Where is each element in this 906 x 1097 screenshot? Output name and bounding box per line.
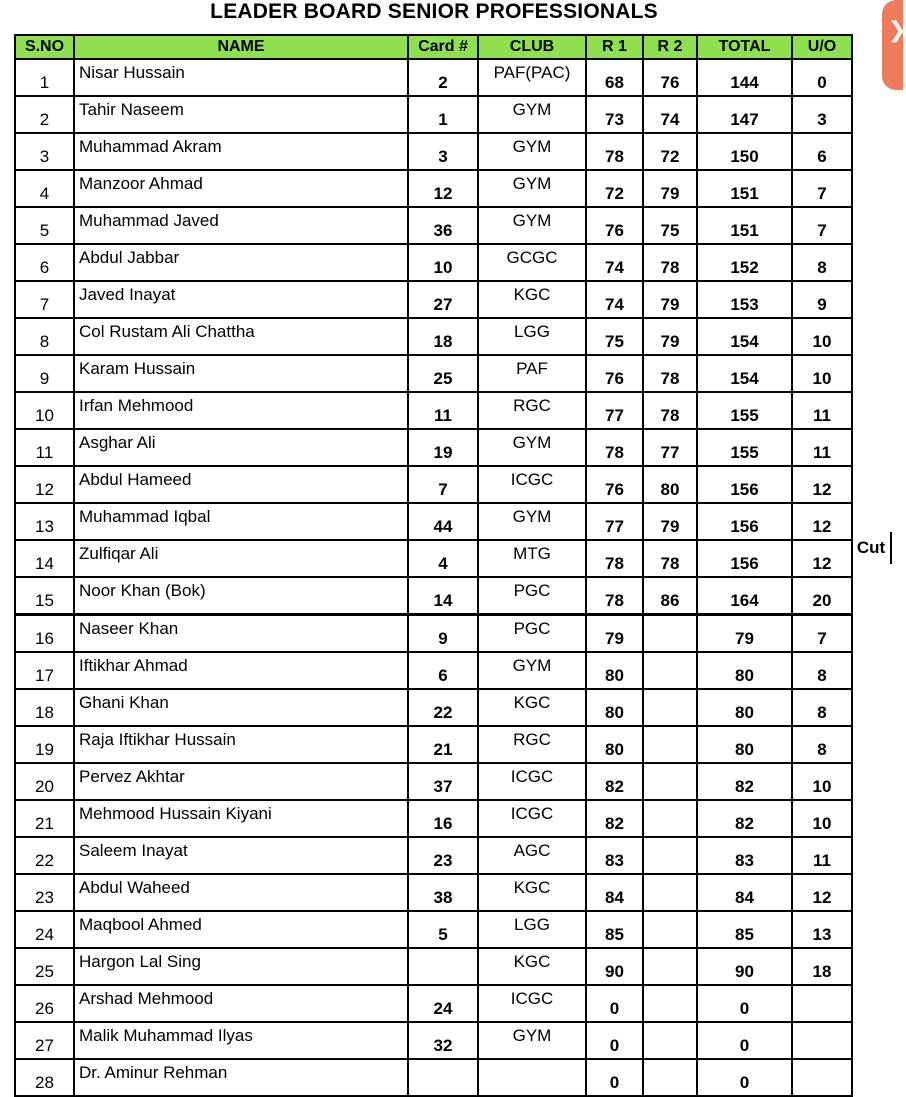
cell-name: Raja Iftikhar Hussain (74, 726, 408, 763)
table-row (15, 466, 852, 503)
table-row (15, 59, 852, 96)
cell-r1: 80 (586, 689, 643, 726)
cell-r2: 75 (643, 207, 697, 244)
table-row (15, 96, 852, 133)
cell-total: 82 (697, 800, 792, 837)
cell-sno: 4 (15, 170, 74, 207)
cell-r2 (643, 615, 697, 653)
header-uo: U/O (792, 35, 852, 59)
table-row (15, 170, 852, 207)
cell-uo: 20 (792, 577, 852, 615)
cell-uo: 8 (792, 689, 852, 726)
cell-r1: 80 (586, 652, 643, 689)
cell-total: 153 (697, 281, 792, 318)
cell-r2 (643, 689, 697, 726)
header-row (15, 35, 852, 59)
cell-card: 5 (408, 911, 478, 948)
cell-name: Tahir Naseem (74, 96, 408, 133)
cell-r2 (643, 1059, 697, 1096)
table-row (15, 726, 852, 763)
cell-uo: 8 (792, 726, 852, 763)
cell-sno: 11 (15, 429, 74, 466)
cell-r2 (643, 726, 697, 763)
cell-card: 7 (408, 466, 478, 503)
cell-r1: 82 (586, 800, 643, 837)
table-row (15, 429, 852, 466)
cell-r1: 83 (586, 837, 643, 874)
header-sno: S.NO (15, 35, 74, 59)
cell-sno: 13 (15, 503, 74, 540)
cell-total: 151 (697, 207, 792, 244)
cell-uo: 12 (792, 503, 852, 540)
header-card: Card # (408, 35, 478, 59)
cell-name: Abdul Jabbar (74, 244, 408, 281)
table-row (15, 355, 852, 392)
cell-total: 156 (697, 540, 792, 577)
cell-club: GYM (478, 96, 586, 133)
cell-total: 0 (697, 985, 792, 1022)
table-row (15, 577, 852, 615)
cell-card: 19 (408, 429, 478, 466)
cell-r1: 0 (586, 1059, 643, 1096)
cell-name: Arshad Mehmood (74, 985, 408, 1022)
cell-club: GYM (478, 207, 586, 244)
cell-name: Javed Inayat (74, 281, 408, 318)
cell-uo: 12 (792, 466, 852, 503)
cell-card: 11 (408, 392, 478, 429)
table-row (15, 207, 852, 244)
cell-club: GYM (478, 133, 586, 170)
cell-club: PAF(PAC) (478, 59, 586, 96)
cell-r2: 79 (643, 503, 697, 540)
cell-total: 154 (697, 318, 792, 355)
cell-sno: 18 (15, 689, 74, 726)
cell-name: Col Rustam Ali Chattha (74, 318, 408, 355)
cell-sno: 21 (15, 800, 74, 837)
cell-total: 82 (697, 763, 792, 800)
table-row (15, 985, 852, 1022)
cell-card: 3 (408, 133, 478, 170)
cell-name: Pervez Akhtar (74, 763, 408, 800)
cell-r2: 78 (643, 392, 697, 429)
cut-label: Cut (852, 532, 892, 564)
table-row (15, 133, 852, 170)
cell-uo (792, 985, 852, 1022)
table-row (15, 763, 852, 800)
cell-r2: 78 (643, 540, 697, 577)
table-row (15, 874, 852, 911)
cell-uo (792, 1022, 852, 1059)
cell-uo: 11 (792, 392, 852, 429)
cell-club: MTG (478, 540, 586, 577)
header-name: NAME (74, 35, 408, 59)
cell-club: PGC (478, 577, 586, 615)
cell-r1: 78 (586, 429, 643, 466)
cell-club: PAF (478, 355, 586, 392)
cell-sno: 25 (15, 948, 74, 985)
cell-total: 144 (697, 59, 792, 96)
cell-name: Maqbool Ahmed (74, 911, 408, 948)
header-club: CLUB (478, 35, 586, 59)
cell-r2: 78 (643, 244, 697, 281)
header-r1: R 1 (586, 35, 643, 59)
cell-club: PGC (478, 615, 586, 653)
table-row (15, 392, 852, 429)
cell-name: Malik Muhammad Ilyas (74, 1022, 408, 1059)
cell-club: LGG (478, 318, 586, 355)
cell-name: Irfan Mehmood (74, 392, 408, 429)
cell-uo: 8 (792, 244, 852, 281)
table-row (15, 540, 852, 577)
cell-r2: 79 (643, 170, 697, 207)
cell-sno: 19 (15, 726, 74, 763)
cell-r1: 0 (586, 985, 643, 1022)
cell-r2 (643, 874, 697, 911)
cell-total: 79 (697, 615, 792, 653)
cell-sno: 8 (15, 318, 74, 355)
cell-total: 85 (697, 911, 792, 948)
cell-card: 12 (408, 170, 478, 207)
cell-total: 156 (697, 466, 792, 503)
cell-r2: 78 (643, 355, 697, 392)
cell-r2 (643, 1022, 697, 1059)
cell-r1: 73 (586, 96, 643, 133)
cell-sno: 28 (15, 1059, 74, 1096)
cell-name: Ghani Khan (74, 689, 408, 726)
cell-club: ICGC (478, 800, 586, 837)
cell-card: 23 (408, 837, 478, 874)
cell-sno: 6 (15, 244, 74, 281)
cell-card: 1 (408, 96, 478, 133)
cell-name: Noor Khan (Bok) (74, 577, 408, 615)
cell-total: 83 (697, 837, 792, 874)
table-row (15, 689, 852, 726)
cell-total: 80 (697, 689, 792, 726)
table-row (15, 1022, 852, 1059)
cell-r1: 68 (586, 59, 643, 96)
cell-uo: 18 (792, 948, 852, 985)
cell-total: 155 (697, 429, 792, 466)
cell-card: 14 (408, 577, 478, 615)
cell-name: Zulfiqar Ali (74, 540, 408, 577)
cell-r1: 85 (586, 911, 643, 948)
cell-sno: 1 (15, 59, 74, 96)
cell-r1: 74 (586, 281, 643, 318)
cell-uo: 10 (792, 763, 852, 800)
cell-uo: 10 (792, 318, 852, 355)
cell-name: Dr. Aminur Rehman (74, 1059, 408, 1096)
table-row (15, 503, 852, 540)
cell-name: Mehmood Hussain Kiyani (74, 800, 408, 837)
cell-r2: 76 (643, 59, 697, 96)
cell-card: 6 (408, 652, 478, 689)
cell-club: KGC (478, 689, 586, 726)
cell-r2: 86 (643, 577, 697, 615)
cell-card: 44 (408, 503, 478, 540)
chevron-icon: ❯ (888, 18, 906, 43)
cell-name: Manzoor Ahmad (74, 170, 408, 207)
cell-uo: 0 (792, 59, 852, 96)
cell-r1: 76 (586, 466, 643, 503)
cell-r1: 82 (586, 763, 643, 800)
cell-sno: 2 (15, 96, 74, 133)
cell-total: 156 (697, 503, 792, 540)
cell-club: GYM (478, 652, 586, 689)
cell-r1: 74 (586, 244, 643, 281)
cell-sno: 23 (15, 874, 74, 911)
cell-total: 0 (697, 1059, 792, 1096)
page-title: LEADER BOARD SENIOR PROFESSIONALS (210, 0, 658, 23)
cell-name: Muhammad Javed (74, 207, 408, 244)
cell-card: 32 (408, 1022, 478, 1059)
table-row (15, 837, 852, 874)
cell-uo: 7 (792, 207, 852, 244)
cell-card: 16 (408, 800, 478, 837)
cell-uo: 10 (792, 355, 852, 392)
cell-sno: 3 (15, 133, 74, 170)
cell-uo: 3 (792, 96, 852, 133)
cell-card: 27 (408, 281, 478, 318)
cell-total: 155 (697, 392, 792, 429)
cell-name: Muhammad Akram (74, 133, 408, 170)
cell-name: Hargon Lal Sing (74, 948, 408, 985)
cell-card: 36 (408, 207, 478, 244)
cell-uo: 10 (792, 800, 852, 837)
cell-club: KGC (478, 874, 586, 911)
table-row (15, 281, 852, 318)
cell-r2 (643, 837, 697, 874)
cell-r1: 80 (586, 726, 643, 763)
cell-total: 152 (697, 244, 792, 281)
cell-r1: 72 (586, 170, 643, 207)
cell-sno: 16 (15, 615, 74, 653)
cell-sno: 24 (15, 911, 74, 948)
cell-r2: 80 (643, 466, 697, 503)
table-row (15, 1059, 852, 1096)
cell-card: 24 (408, 985, 478, 1022)
cell-name: Saleem Inayat (74, 837, 408, 874)
cell-club (478, 1059, 586, 1096)
cell-total: 80 (697, 726, 792, 763)
cell-name: Muhammad Iqbal (74, 503, 408, 540)
cell-total: 147 (697, 96, 792, 133)
cell-uo: 11 (792, 837, 852, 874)
cell-total: 80 (697, 652, 792, 689)
cell-r2: 77 (643, 429, 697, 466)
cell-sno: 9 (15, 355, 74, 392)
table-row (15, 948, 852, 985)
cell-club: GCGC (478, 244, 586, 281)
cell-r2: 72 (643, 133, 697, 170)
cell-card: 18 (408, 318, 478, 355)
cell-total: 154 (697, 355, 792, 392)
cell-r2: 79 (643, 281, 697, 318)
cell-club: RGC (478, 726, 586, 763)
cell-club: GYM (478, 503, 586, 540)
cell-club: ICGC (478, 985, 586, 1022)
header-total: TOTAL (697, 35, 792, 59)
cell-r1: 78 (586, 540, 643, 577)
table-row (15, 911, 852, 948)
cell-card: 38 (408, 874, 478, 911)
table-row (15, 615, 852, 653)
side-panel-tab[interactable] (882, 0, 906, 90)
cell-r1: 77 (586, 503, 643, 540)
cell-club: RGC (478, 392, 586, 429)
cell-total: 0 (697, 1022, 792, 1059)
cell-club: GYM (478, 1022, 586, 1059)
cell-r2 (643, 652, 697, 689)
table-row (15, 800, 852, 837)
cell-card (408, 1059, 478, 1096)
table-row (15, 318, 852, 355)
cell-sno: 15 (15, 577, 74, 615)
cell-uo: 8 (792, 652, 852, 689)
cell-uo: 7 (792, 615, 852, 653)
cell-name: Abdul Hameed (74, 466, 408, 503)
cell-sno: 12 (15, 466, 74, 503)
cell-r1: 0 (586, 1022, 643, 1059)
cell-club: KGC (478, 948, 586, 985)
table-row (15, 652, 852, 689)
cell-name: Naseer Khan (74, 615, 408, 653)
cell-sno: 22 (15, 837, 74, 874)
header-r2: R 2 (643, 35, 697, 59)
cell-total: 151 (697, 170, 792, 207)
cell-name: Nisar Hussain (74, 59, 408, 96)
cell-r1: 75 (586, 318, 643, 355)
cell-sno: 27 (15, 1022, 74, 1059)
cell-name: Iftikhar Ahmad (74, 652, 408, 689)
cell-name: Abdul Waheed (74, 874, 408, 911)
cell-r1: 78 (586, 577, 643, 615)
cell-sno: 5 (15, 207, 74, 244)
cell-total: 84 (697, 874, 792, 911)
cell-sno: 20 (15, 763, 74, 800)
cell-uo: 12 (792, 540, 852, 577)
cell-r1: 84 (586, 874, 643, 911)
cell-card: 10 (408, 244, 478, 281)
cell-sno: 10 (15, 392, 74, 429)
cell-sno: 14 (15, 540, 74, 577)
cell-club: AGC (478, 837, 586, 874)
cell-uo: 9 (792, 281, 852, 318)
cell-r2: 74 (643, 96, 697, 133)
cell-sno: 17 (15, 652, 74, 689)
leaderboard-table (14, 34, 853, 1097)
cell-uo: 7 (792, 170, 852, 207)
cell-r1: 90 (586, 948, 643, 985)
cell-card: 21 (408, 726, 478, 763)
cell-card: 22 (408, 689, 478, 726)
cell-uo (792, 1059, 852, 1096)
cell-r1: 78 (586, 133, 643, 170)
cell-uo: 13 (792, 911, 852, 948)
cell-club: GYM (478, 429, 586, 466)
cell-card (408, 948, 478, 985)
cell-total: 164 (697, 577, 792, 615)
cell-club: ICGC (478, 466, 586, 503)
cell-uo: 11 (792, 429, 852, 466)
cell-r2 (643, 911, 697, 948)
cell-card: 9 (408, 615, 478, 653)
cell-uo: 12 (792, 874, 852, 911)
cell-total: 90 (697, 948, 792, 985)
cell-r1: 77 (586, 392, 643, 429)
cell-r2: 79 (643, 318, 697, 355)
cell-total: 150 (697, 133, 792, 170)
cell-name: Asghar Ali (74, 429, 408, 466)
cell-card: 25 (408, 355, 478, 392)
cell-sno: 26 (15, 985, 74, 1022)
cell-uo: 6 (792, 133, 852, 170)
cell-r2 (643, 763, 697, 800)
cell-club: KGC (478, 281, 586, 318)
cell-r2 (643, 985, 697, 1022)
cell-r2 (643, 948, 697, 985)
cell-sno: 7 (15, 281, 74, 318)
cell-club: GYM (478, 170, 586, 207)
cell-r1: 76 (586, 207, 643, 244)
table-row (15, 244, 852, 281)
cell-r1: 76 (586, 355, 643, 392)
cell-r1: 79 (586, 615, 643, 653)
cell-name: Karam Hussain (74, 355, 408, 392)
cell-card: 2 (408, 59, 478, 96)
cell-card: 4 (408, 540, 478, 577)
cell-r2 (643, 800, 697, 837)
cell-club: LGG (478, 911, 586, 948)
cell-card: 37 (408, 763, 478, 800)
cell-club: ICGC (478, 763, 586, 800)
